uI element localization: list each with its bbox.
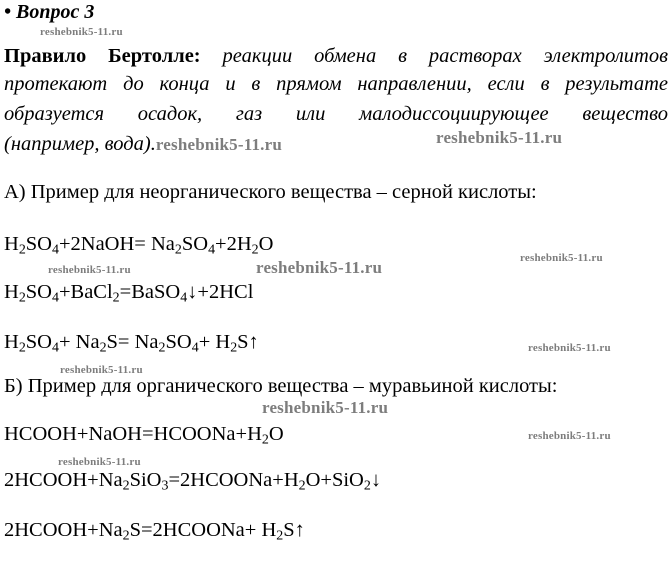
formula-subscript: 4 bbox=[52, 242, 59, 258]
equation-a2 bbox=[4, 280, 253, 304]
equation-b3 bbox=[4, 518, 305, 542]
formula-subscript: 2 bbox=[363, 478, 371, 494]
formula-subscript: 4 bbox=[52, 340, 59, 356]
watermark: reshebnik5-11.ru bbox=[528, 342, 611, 354]
formula-subscript: 4 bbox=[191, 340, 199, 356]
equation-b1 bbox=[4, 422, 284, 446]
formula-subscript: 2 bbox=[298, 478, 306, 494]
formula-text: +2NaOH= Na bbox=[58, 233, 175, 255]
formula-subscript: 2 bbox=[174, 242, 182, 258]
rule-term: Правило Бертолле: bbox=[4, 45, 201, 67]
formula-text: + H bbox=[198, 331, 231, 353]
formula-subscript: 2 bbox=[99, 340, 107, 356]
question-title: • Вопрос 3 bbox=[4, 1, 95, 23]
rule-line-1 bbox=[4, 44, 668, 68]
formula-text: S=2HCOONa+ H bbox=[129, 519, 277, 541]
formula-subscript: 2 bbox=[276, 528, 284, 544]
equation-b2 bbox=[4, 468, 381, 492]
formula-text: H bbox=[4, 281, 19, 303]
watermark: reshebnik5-11.ru bbox=[528, 430, 611, 442]
formula-text: ↓ bbox=[370, 469, 382, 491]
formula-subscript: 2 bbox=[122, 478, 130, 494]
formula-text: ↓+2HCl bbox=[187, 281, 254, 303]
formula-text: S↑ bbox=[283, 519, 305, 541]
section-a-heading: А) Пример для неорганического вещества – серной кислоты: bbox=[4, 181, 537, 203]
equation-a1 bbox=[4, 232, 273, 256]
formula-subscript: 4 bbox=[52, 290, 59, 306]
formula-subscript: 3 bbox=[161, 478, 169, 494]
watermark: reshebnik5-11.ru bbox=[60, 364, 143, 376]
formula-subscript: 4 bbox=[180, 290, 188, 306]
formula-text: SO bbox=[25, 331, 52, 353]
formula-text: HCOOH+NaOH=HCOONa+H bbox=[4, 423, 262, 445]
formula-text: SO bbox=[25, 233, 52, 255]
rule-line-3: образуется осадок, газ или малодиссоциирующее вещество bbox=[4, 103, 668, 125]
formula-text: S↑ bbox=[237, 331, 259, 353]
formula-text: SO bbox=[165, 331, 192, 353]
formula-text: O+SiO bbox=[305, 469, 364, 491]
section-b-heading: Б) Пример для органического вещества – муравьиной кислоты: bbox=[4, 375, 558, 397]
formula-text: O bbox=[268, 423, 284, 445]
formula-text: H bbox=[4, 233, 19, 255]
formula-subscript: 2 bbox=[18, 290, 26, 306]
rule-text-4: (например, вода). bbox=[4, 133, 156, 155]
formula-text: SO bbox=[181, 233, 209, 255]
formula-subscript: 2 bbox=[112, 290, 120, 306]
formula-subscript: 2 bbox=[158, 340, 166, 356]
watermark: reshebnik5-11.ru bbox=[48, 264, 131, 276]
formula-text: +BaCl bbox=[58, 281, 113, 303]
formula-text: S= Na bbox=[106, 331, 159, 353]
rule-line-2: протекают до конца и в прямом направлении, если в результате bbox=[4, 73, 668, 95]
formula-subscript: 4 bbox=[208, 242, 216, 258]
formula-text: + Na bbox=[58, 331, 100, 353]
formula-text: O bbox=[258, 233, 274, 255]
rule-text-1: реакции обмена в растворах электролитов bbox=[222, 45, 669, 67]
formula-subscript: 2 bbox=[18, 242, 26, 258]
formula-text: +2H bbox=[215, 233, 252, 255]
watermark: reshebnik5-11.ru bbox=[262, 398, 389, 417]
watermark: reshebnik5-11.ru bbox=[58, 456, 141, 468]
rule-line-4 bbox=[4, 132, 668, 157]
formula-subscript: 2 bbox=[230, 340, 238, 356]
formula-text: 2HCOOH+Na bbox=[4, 469, 123, 491]
formula-subscript: 2 bbox=[122, 528, 130, 544]
watermark: reshebnik5-11.ru bbox=[40, 26, 123, 38]
equation-a3 bbox=[4, 330, 259, 354]
formula-text: 2HCOOH+Na bbox=[4, 519, 123, 541]
watermark: reshebnik5-11.ru bbox=[520, 252, 603, 264]
formula-text: SiO bbox=[129, 469, 162, 491]
formula-text: =BaSO bbox=[119, 281, 181, 303]
watermark: reshebnik5-11.ru bbox=[256, 258, 383, 277]
watermark: reshebnik5-11.ru bbox=[436, 128, 563, 147]
formula-subscript: 2 bbox=[251, 242, 259, 258]
watermark: reshebnik5-11.ru bbox=[155, 135, 283, 154]
formula-text: H bbox=[4, 331, 19, 353]
formula-text: SO bbox=[25, 281, 52, 303]
formula-subscript: 2 bbox=[18, 340, 26, 356]
formula-subscript: 2 bbox=[261, 432, 269, 448]
formula-text: =2HCOONa+H bbox=[168, 469, 299, 491]
